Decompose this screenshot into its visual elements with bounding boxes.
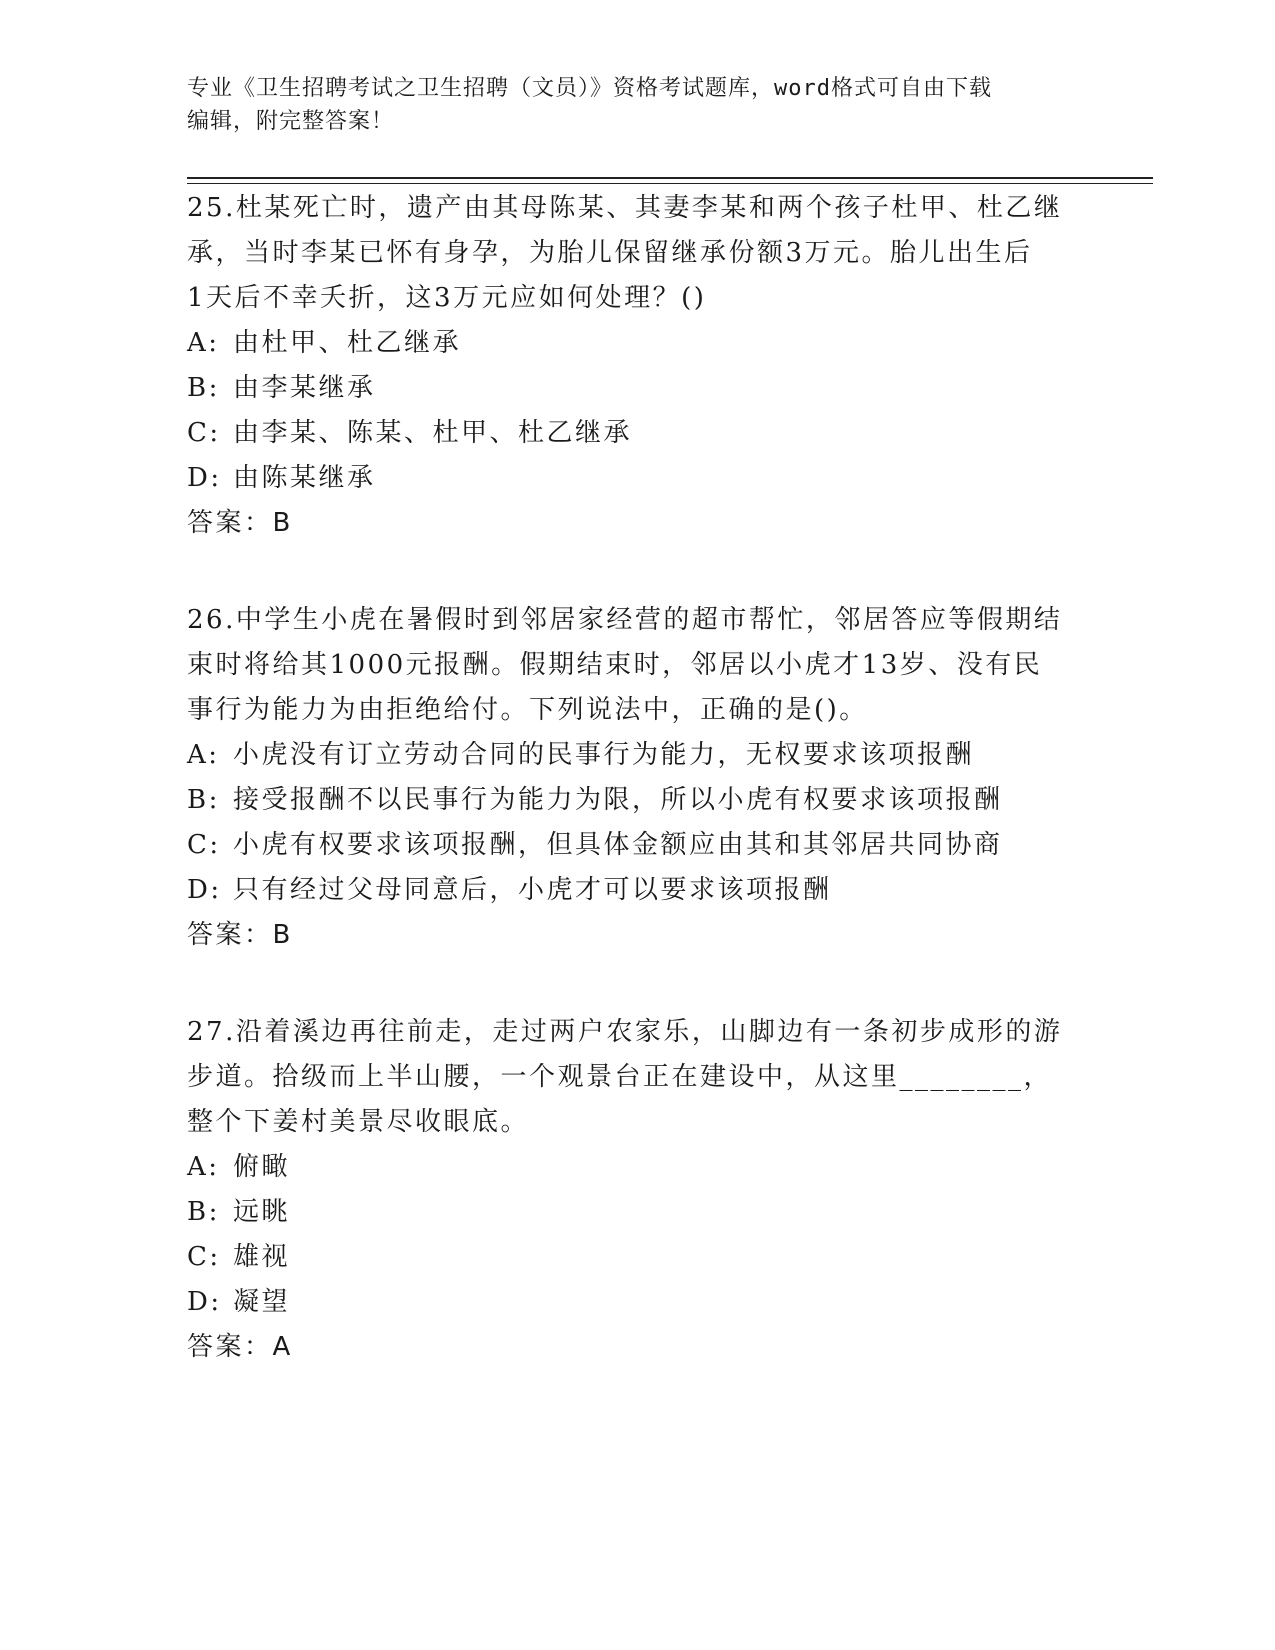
header-divider-thick	[187, 177, 1153, 179]
option-c	[187, 411, 1087, 456]
option-d	[187, 868, 1087, 913]
question-stem-line: 束时将给其1000元报酬。假期结束时，邻居以小虎才13岁、没有民	[187, 650, 1043, 680]
question-27	[187, 1010, 1087, 1370]
option-a	[187, 1145, 1087, 1190]
header-line-2: 编辑，附完整答案！	[187, 109, 395, 134]
option-d	[187, 1280, 1087, 1325]
option-text: 由陈某继承	[233, 463, 376, 493]
answer-label: 答案：B	[187, 508, 293, 538]
option-a	[187, 321, 1087, 366]
question-stem-line: 1天后不幸夭折，这3万元应如何处理？()	[187, 283, 707, 313]
header-line-1: 专业《卫生招聘考试之卫生招聘（文员）》资格考试题库，word格式可自由下载	[187, 76, 992, 101]
option-key: A:	[187, 1152, 220, 1182]
option-key: C:	[187, 418, 221, 448]
option-key: B:	[187, 785, 220, 815]
option-key: D:	[187, 1287, 222, 1317]
question-stem-line: 整个下姜村美景尽收眼底。	[187, 1107, 530, 1137]
option-text: 雄视	[233, 1242, 291, 1272]
option-key: A:	[187, 740, 220, 770]
question-stem-line: 承，当时李某已怀有身孕，为胎儿保留继承份额3万元。胎儿出生后	[187, 238, 1033, 268]
option-c	[187, 1235, 1087, 1280]
option-b	[187, 366, 1087, 411]
question-stem-line: 步道。拾级而上半山腰，一个观景台正在建设中，从这里________，	[187, 1062, 1053, 1092]
option-text: 小虎没有订立劳动合同的民事行为能力，无权要求该项报酬	[233, 740, 975, 770]
question-25	[187, 186, 1087, 546]
option-a	[187, 733, 1087, 778]
answer-label: 答案：A	[187, 1332, 293, 1362]
option-key: A:	[187, 328, 220, 358]
question-stem-line: 26.中学生小虎在暑假时到邻居家经营的超市帮忙，邻居答应等假期结	[187, 605, 1063, 635]
option-text: 由李某继承	[233, 373, 376, 403]
answer-label: 答案：B	[187, 920, 293, 950]
option-b	[187, 778, 1087, 823]
option-key: D:	[187, 875, 222, 905]
option-text: 接受报酬不以民事行为能力为限，所以小虎有权要求该项报酬	[233, 785, 1003, 815]
option-d	[187, 456, 1087, 501]
question-26	[187, 598, 1087, 958]
option-key: C:	[187, 830, 221, 860]
option-text: 只有经过父母同意后，小虎才可以要求该项报酬	[233, 875, 832, 905]
document-header	[187, 72, 1087, 138]
option-text: 小虎有权要求该项报酬，但具体金额应由其和其邻居共同协商	[233, 830, 1003, 860]
option-key: C:	[187, 1242, 221, 1272]
question-stem-line: 25.杜某死亡时，遗产由其母陈某、其妻李某和两个孩子杜甲、杜乙继	[187, 193, 1063, 223]
question-stem-line: 27.沿着溪边再往前走，走过两户农家乐，山脚边有一条初步成形的游	[187, 1017, 1063, 1047]
option-c	[187, 823, 1087, 868]
question-stem-line: 事行为能力为由拒绝给付。下列说法中，正确的是()。	[187, 695, 868, 725]
option-key: B:	[187, 1197, 220, 1227]
option-text: 俯瞰	[233, 1152, 291, 1182]
option-text: 凝望	[233, 1287, 291, 1317]
option-key: B:	[187, 373, 220, 403]
option-text: 由杜甲、杜乙继承	[233, 328, 462, 358]
header-divider-thin	[187, 183, 1153, 184]
option-b	[187, 1190, 1087, 1235]
option-text: 由李某、陈某、杜甲、杜乙继承	[233, 418, 633, 448]
option-key: D:	[187, 463, 222, 493]
option-text: 远眺	[233, 1197, 291, 1227]
